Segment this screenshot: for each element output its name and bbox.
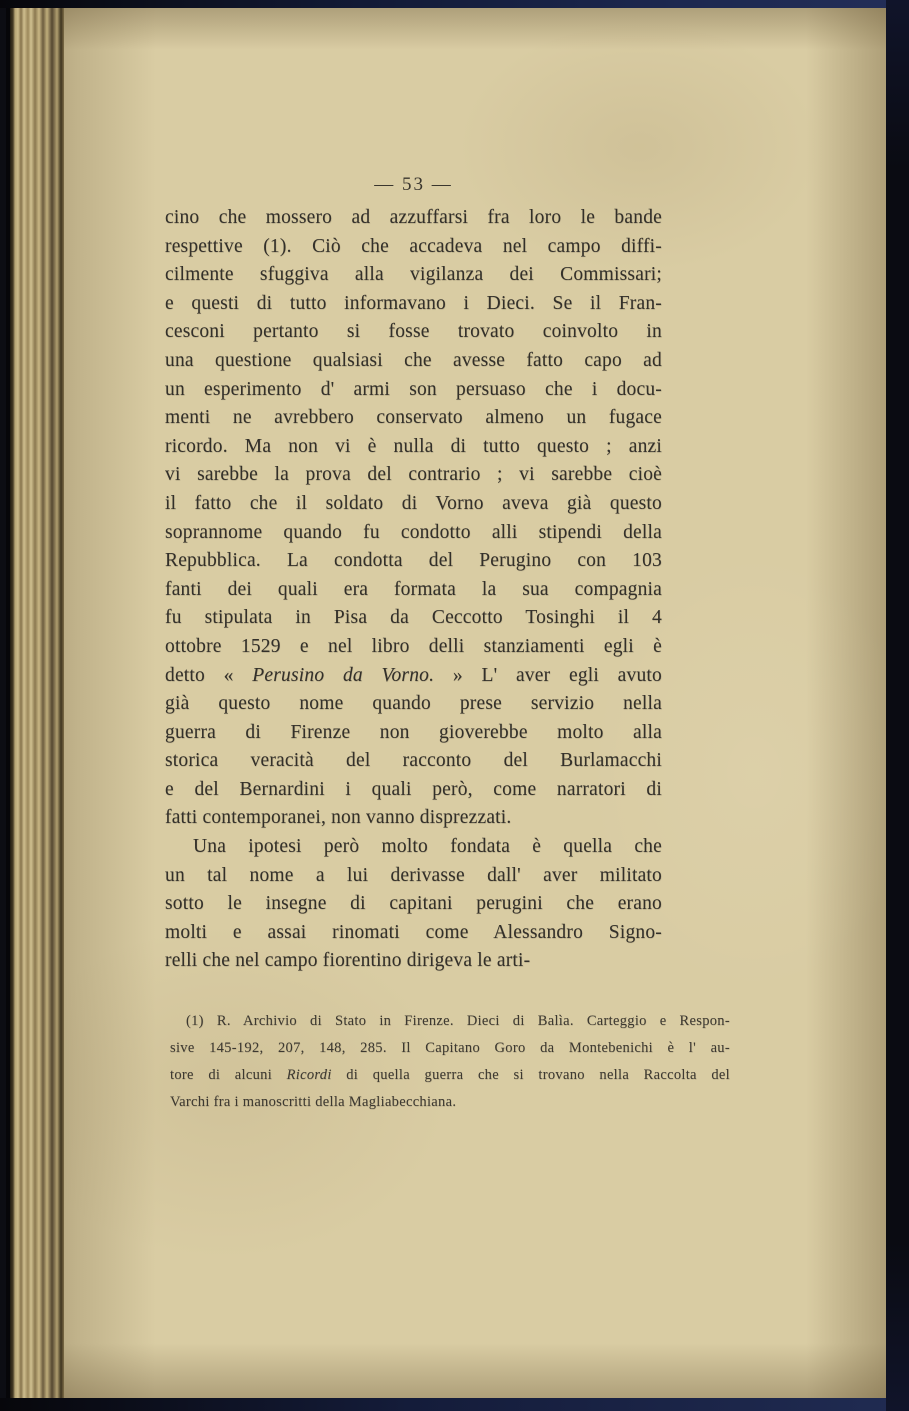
text-line: cino che mossero ad azzuffarsi fra loro le bande xyxy=(165,207,662,228)
text-line: e del Bernardini i quali però, come narratori di xyxy=(165,778,662,800)
text-line: un esperimento d' armi son persuaso che i docu- xyxy=(165,378,662,400)
text-line: detto « Perusino da Vorno. » L' aver egli avuto xyxy=(165,664,662,686)
text-line: ricordo. Ma non vi è nulla di tutto questo ; anzi xyxy=(165,435,662,457)
text-line: il fatto che il soldato di Vorno aveva già questo xyxy=(165,492,662,514)
text-line: fu stipulata in Pisa da Ceccotto Tosinghi il 4 xyxy=(165,607,662,629)
text-line: sotto le insegne di capitani perugini che erano xyxy=(165,893,662,915)
scan-border-bottom xyxy=(0,1398,909,1411)
text-line: guerra di Firenze non gioverebbe molto alla xyxy=(165,721,662,743)
text-line: già questo nome quando prese servizio nella xyxy=(165,693,662,715)
text-line: storica veracità del racconto del Burlamacchi xyxy=(165,750,662,772)
text-line: vi sarebbe la prova del contrario ; vi sarebbe cioè xyxy=(165,464,662,486)
text-line: molti e assai rinomati come Alessandro Signo- xyxy=(165,921,662,943)
text-line: (1) R. Archivio di Stato in Firenze. Dieci di Balìa. Carteggio e Respon- xyxy=(186,1013,730,1029)
text-line: relli che nel campo fiorentino dirigeva le arti- xyxy=(165,950,531,972)
text-line: fatti contemporanei, non vanno disprezzati. xyxy=(165,807,512,829)
text-line: ottobre 1529 e nel libro delli stanziamenti egli è xyxy=(165,635,662,657)
text-line: tore di alcuni Ricordi di quella guerra che si trovano nella Raccolta del xyxy=(170,1067,730,1083)
page-number: — 53 — xyxy=(374,174,453,195)
text-line: Repubblica. La condotta del Perugino con 103 xyxy=(165,550,662,572)
book-page xyxy=(6,8,886,1398)
text-line: menti ne avrebbero conservato almeno un fugace xyxy=(165,407,662,429)
scan-border-top xyxy=(0,0,909,8)
text-line: fanti dei quali era formata la sua compagnia xyxy=(165,578,662,600)
text-line: soprannome quando fu condotto alli stipendi della xyxy=(165,521,662,543)
text-line: una questione qualsiasi che avesse fatto capo ad xyxy=(165,349,662,371)
text-line: cilmente sfuggiva alla vigilanza dei Commissari; xyxy=(165,264,662,286)
text-line: cesconi pertanto si fosse trovato coinvolto in xyxy=(165,321,662,343)
book-binding-page-edges xyxy=(6,8,64,1398)
text-line: respettive (1). Ciò che accadeva nel campo diffi- xyxy=(165,235,662,257)
text-line: Una ipotesi però molto fondata è quella che xyxy=(193,836,662,858)
text-line: e questi di tutto informavano i Dieci. Se il Fran- xyxy=(165,292,662,314)
body-text xyxy=(165,204,662,976)
scan-border-right xyxy=(886,0,909,1411)
paragraph-2 xyxy=(165,833,662,976)
text-line: un tal nome a lui derivasse dall' aver militato xyxy=(165,864,662,886)
text-line: sive 145-192, 207, 148, 285. Il Capitano Goro da Montebenichi è l' au- xyxy=(170,1040,730,1056)
footnote xyxy=(170,1008,730,1116)
text-line: Varchi fra i manoscritti della Magliabecchiana. xyxy=(170,1094,457,1110)
paragraph-1 xyxy=(165,204,662,833)
